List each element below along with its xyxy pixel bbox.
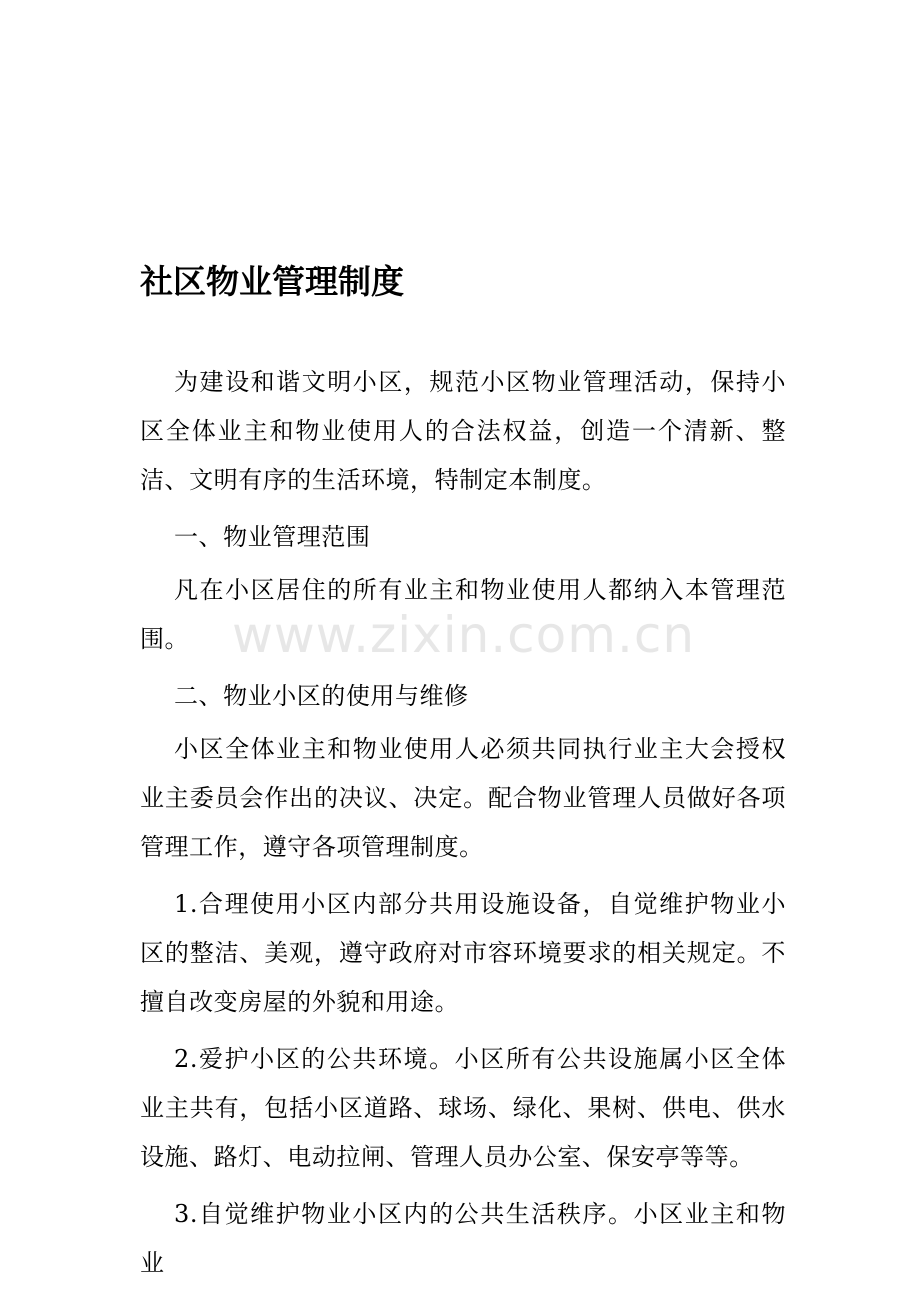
rule-item-2: 2.爱护小区的公共环境。小区所有公共设施属小区全体业主共有，包括小区道路、球场、绿化、果树、供电、供水设施、路灯、电动拉闸、管理人员办公室、保安亭等等。 [140,1045,786,1171]
document-title: 社区物业管理制度 [140,262,404,301]
use-maintenance-paragraph: 小区全体业主和物业使用人必须共同执行业主大会授权业主委员会作出的决议、决定。配合物业管理人员做好各项管理工作，遵守各项管理制度。 [140,735,786,861]
rule-item-3: 3.自觉维护物业小区内的公共生活秩序。小区业主和物业 [140,1200,786,1277]
section-heading-scope: 一、物业管理范围 [174,523,371,551]
document-body [140,358,786,1296]
section-heading-use-maintenance: 二、物业小区的使用与维修 [174,682,469,710]
intro-paragraph: 为建设和谐文明小区，规范小区物业管理活动，保持小区全体业主和物业使用人的合法权益，创造一个清新、整洁、文明有序的生活环境，特制定本制度。 [140,368,786,494]
rule-item-1: 1.合理使用小区内部分共用设施设备，自觉维护物业小区的整洁、美观，遵守政府对市容环境要求的相关规定。不擅自改变房屋的外貌和用途。 [140,890,786,1016]
watermark-text: www.zixin.com.cn [232,606,696,664]
scope-paragraph: 凡在小区居住的所有业主和物业使用人都纳入本管理范围。 [140,576,786,653]
